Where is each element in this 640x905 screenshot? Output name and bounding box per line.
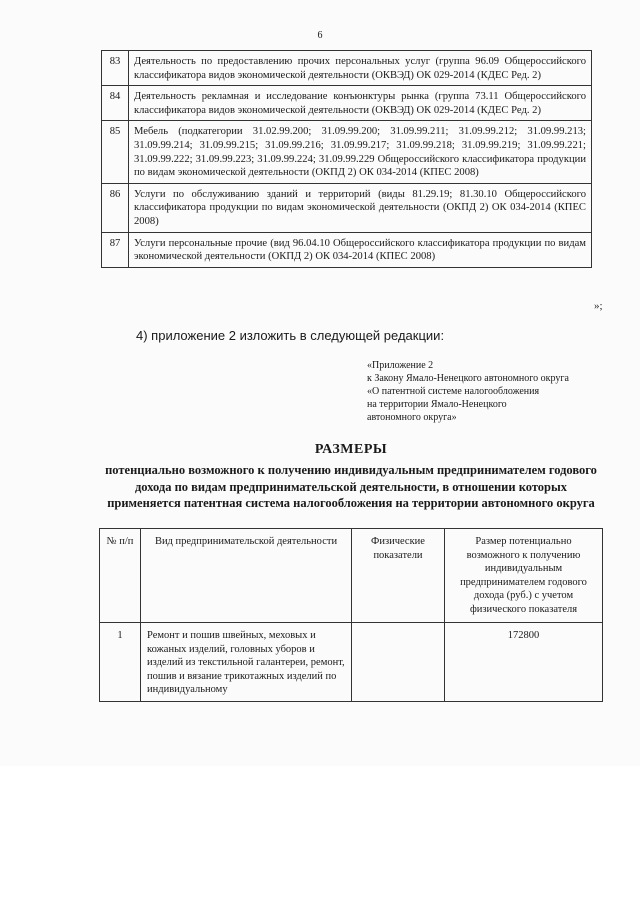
annex-heading bbox=[367, 359, 569, 424]
table-row bbox=[102, 51, 592, 86]
column-header-number: № п/п bbox=[100, 529, 141, 623]
title-main: РАЗМЕРЫ bbox=[314, 442, 388, 457]
column-header-income: Размер потенциально возможного к получению индивидуальным предпринимателем годового дохода (руб.) с учетом физического показателя bbox=[445, 529, 603, 623]
closing-quote-mark: »; bbox=[594, 300, 603, 312]
row-text: Деятельность по предоставлению прочих персональных услуг (группа 96.09 Общероссийского классификатора видов экономической деятельности (ОКВЭД) ОК 029-2014 (КДЕС Ред. 2) bbox=[129, 51, 592, 86]
column-header-indicators: Физические показатели bbox=[352, 529, 445, 623]
row-number: 1 bbox=[100, 623, 141, 702]
row-text: Деятельность рекламная и исследование конъюнктуры рынка (группа 73.11 Общероссийского классификатора видов экономической деятельности (ОКВЭД) ОК 029-2014 (КДЕС Ред. 2) bbox=[129, 86, 592, 121]
page-number: 6 bbox=[317, 30, 323, 41]
row-text: Услуги персональные прочие (вид 96.04.10 Общероссийского классификатора продукции по видам экономической деятельности (ОКПД 2) ОК 034-2014 (КПЕС 2008) bbox=[129, 232, 592, 267]
row-number: 86 bbox=[102, 183, 129, 232]
row-number: 85 bbox=[102, 121, 129, 183]
document-title bbox=[101, 442, 601, 512]
row-number: 87 bbox=[102, 232, 129, 267]
table-row bbox=[102, 121, 592, 183]
table-row bbox=[102, 232, 592, 267]
activities-table bbox=[101, 50, 592, 268]
row-activity: Ремонт и пошив швейных, меховых и кожаных изделий, головных уборов и изделий из текстильной галантереи, ремонт, пошив и вязание трикотажных изделий по индивидуальному bbox=[141, 623, 352, 702]
row-number: 84 bbox=[102, 86, 129, 121]
table-row bbox=[102, 86, 592, 121]
row-income: 172800 bbox=[445, 623, 603, 702]
annex-line: «О патентной системе налогообложения bbox=[367, 386, 540, 397]
income-size-table bbox=[99, 528, 603, 702]
row-text: Услуги по обслуживанию зданий и территорий (виды 81.29.19; 81.30.10 Общероссийского классификатора продукции по видам экономической деятельности (ОКПД 2) ОК 034-2014 (КПЕС 2008) bbox=[129, 183, 592, 232]
table-header-row bbox=[100, 529, 603, 623]
column-header-activity: Вид предпринимательской деятельности bbox=[141, 529, 352, 623]
table-row bbox=[102, 183, 592, 232]
annex-line: «Приложение 2 bbox=[367, 360, 434, 371]
row-number: 83 bbox=[102, 51, 129, 86]
table-row bbox=[100, 623, 603, 702]
amendment-instruction: 4) приложение 2 изложить в следующей редакции: bbox=[136, 328, 445, 343]
row-text: Мебель (подкатегории 31.02.99.200; 31.09.99.200; 31.09.99.211; 31.09.99.212; 31.09.99.213; 31.09.99.214; 31.09.99.215; 31.09.99.216; 31.09.99.217; 31.09.99.218; 31.09.99.219; 31.09.99.221; 31.09.99.222; 31.09.99.223; 31.09.99.224; 31.09.99.229 Общероссийского классификатора продукции по видам экономической деятельности (ОКПД 2) ОК 034-2014 (КПЕС 2008) bbox=[129, 121, 592, 183]
annex-line: на территории Ямало-Ненецкого bbox=[367, 399, 507, 410]
row-indicators bbox=[352, 623, 445, 702]
title-subtitle: потенциально возможного к получению индивидуальным предпринимателем годового дохода по видам предпринимательской деятельности, в отношении которых применяется патентная система налогообложения на территории автономного округа bbox=[105, 463, 597, 510]
annex-line: автономного округа» bbox=[367, 412, 457, 423]
annex-line: к Закону Ямало-Ненецкого автономного округа bbox=[367, 373, 569, 384]
